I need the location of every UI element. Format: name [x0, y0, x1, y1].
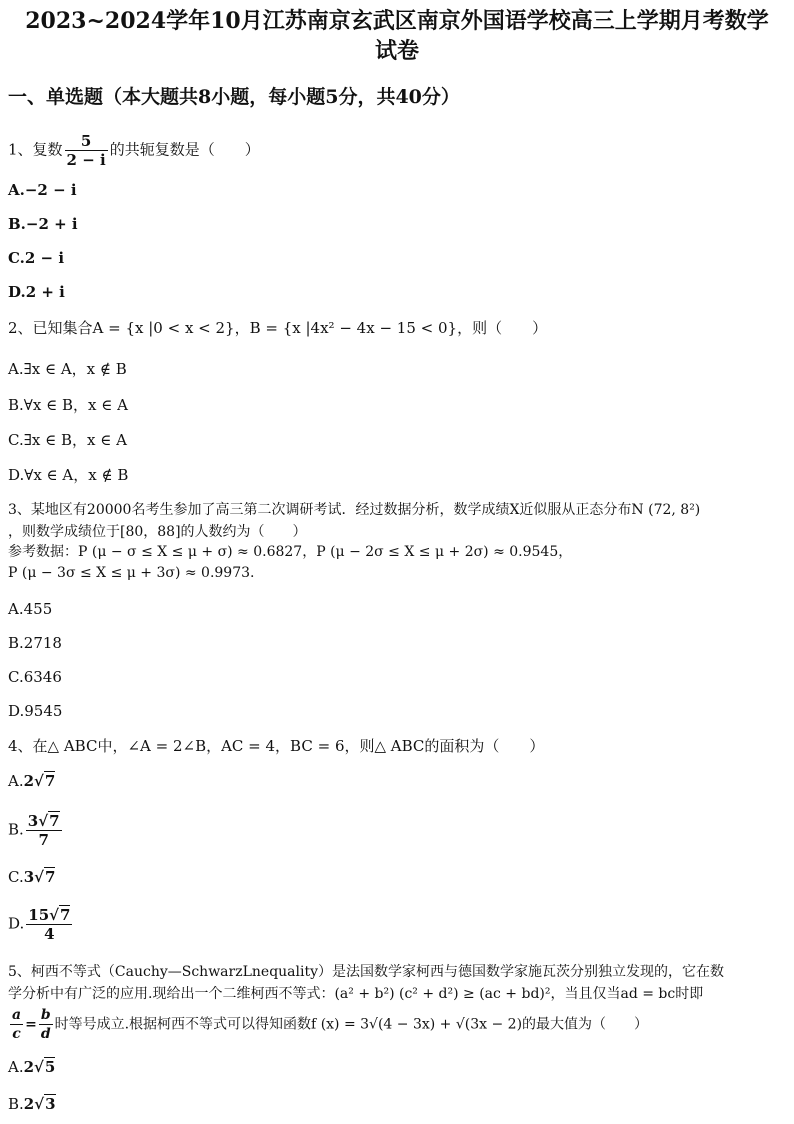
- question-1: [8, 132, 260, 169]
- q4-b-num-coef: 3: [27, 812, 39, 830]
- question-4: 4、在△ ABC中，∠A = 2∠B，AC = 4，BC = 6，则△ ABC的面积为（ ）: [8, 737, 545, 755]
- sqrt-icon: √: [38, 812, 49, 830]
- q1-option-a[interactable]: A.−2 − i: [8, 181, 77, 199]
- q1-prefix: 1、复数: [8, 140, 63, 159]
- q1-suffix: 的共轭复数是（ ）: [109, 140, 260, 159]
- q5-option-a[interactable]: [8, 1058, 55, 1076]
- q2-option-c[interactable]: C.∃x ∈ B，x ∈ A: [8, 431, 127, 449]
- sqrt-icon: √: [34, 1058, 44, 1076]
- sqrt-icon: √: [34, 772, 44, 790]
- q4-b-den: 7: [38, 831, 49, 849]
- question-3-line-3: 参考数据：P (μ − σ ≤ X ≤ μ + σ) ≈ 0.6827，P (μ − 2σ ≤ X ≤ μ + 2σ) ≈ 0.9545，: [8, 544, 573, 560]
- question-3-line-4: P (μ − 3σ ≤ X ≤ μ + 3σ) ≈ 0.9973.: [8, 565, 255, 581]
- q5-frac1-den: c: [12, 1026, 21, 1042]
- question-5-line-2: 学分析中有广泛的应用.现给出一个二维柯西不等式：(a² + b²) (c² + d²) ≥ (ac + bd)²，当且仅当ad = bc时即: [8, 986, 704, 1002]
- q1-frac-num: 5: [65, 132, 108, 151]
- q4-option-d[interactable]: [8, 906, 74, 943]
- title-line-1: 2023~2024学年10月江苏南京玄武区南京外国语学校高三上学期月考数学: [25, 8, 769, 34]
- q4-d-label: D.: [8, 914, 25, 933]
- q5-b-radicand: 3: [45, 1095, 56, 1113]
- q5-line-3-rest: 时等号成立.根据柯西不等式可以得知函数f (x) = 3√(4 − 3x) + √(3x − 2)的最大值为（ ）: [54, 1016, 649, 1033]
- q2-option-a[interactable]: A.∃x ∈ A，x ∉ B: [8, 360, 127, 378]
- q5-frac2-num: b: [40, 1007, 51, 1023]
- q1-option-c[interactable]: C.2 − i: [8, 249, 65, 267]
- q5-frac1-num: a: [12, 1007, 22, 1023]
- q3-option-d[interactable]: D.9545: [8, 702, 63, 720]
- q4-b-fraction: [26, 812, 62, 849]
- question-5-line-1: 5、柯西不等式（Cauchy—SchwarzLnequality）是法国数学家柯西与德国数学家施瓦茨分别独立发现的，它在数: [8, 964, 725, 980]
- sqrt-icon: √: [34, 1095, 45, 1113]
- q4-b-num-radicand: 7: [49, 812, 60, 830]
- q5-frac2-den: d: [40, 1026, 51, 1042]
- q4-a-radicand: 7: [44, 772, 56, 790]
- q5-a-radicand: 5: [44, 1058, 56, 1076]
- q1-option-b[interactable]: B.−2 + i: [8, 215, 78, 233]
- sqrt-icon: √: [34, 868, 45, 886]
- q4-b-label: B.: [8, 820, 24, 839]
- title-line-2: 试卷: [374, 38, 419, 64]
- q4-d-den: 4: [44, 925, 55, 943]
- q4-c-coef: 3: [23, 868, 35, 886]
- q5-a-label: A.: [8, 1058, 24, 1076]
- q4-c-label: C.: [8, 868, 24, 886]
- q5-fraction-b-d: [39, 1006, 53, 1043]
- exam-title: [0, 6, 794, 66]
- q4-option-b[interactable]: [8, 812, 64, 849]
- q4-d-num-coef: 15: [28, 906, 50, 924]
- q4-d-fraction: [26, 906, 72, 943]
- q3-option-a[interactable]: A.455: [8, 600, 53, 618]
- question-5-line-3: [8, 1006, 648, 1043]
- question-3-line-2: ，则数学成绩位于[80，88]的人数约为（ ）: [8, 524, 307, 540]
- question-3-line-1: 3、某地区有20000名考生参加了高三第二次调研考试．经过数据分析，数学成绩X近似服从正态分布N (72, 8²): [8, 502, 701, 518]
- q1-option-d[interactable]: D.2 + i: [8, 283, 65, 301]
- q3-option-c[interactable]: C.6346: [8, 668, 62, 686]
- q4-d-num-radicand: 7: [60, 906, 71, 924]
- q2-option-b[interactable]: B.∀x ∈ B，x ∈ A: [8, 396, 128, 414]
- sqrt-icon: √: [49, 906, 59, 924]
- q5-option-b[interactable]: [8, 1095, 56, 1113]
- q5-a-coef: 2: [23, 1058, 35, 1076]
- question-2: 2、已知集合A = {x |0 < x < 2}，B = {x |4x² − 4x − 15 < 0}，则（ ）: [8, 319, 548, 337]
- q4-a-coef: 2: [23, 772, 35, 790]
- q5-b-label: B.: [8, 1095, 24, 1113]
- q4-option-c[interactable]: [8, 868, 55, 886]
- q4-option-a[interactable]: [8, 772, 55, 790]
- section-heading: 一、单选题（本大题共8小题，每小题5分，共40分）: [8, 86, 460, 108]
- q1-frac-den: 2 − i: [66, 151, 106, 169]
- q4-c-radicand: 7: [45, 868, 56, 886]
- q5-equals: =: [25, 1016, 37, 1033]
- q5-b-coef: 2: [23, 1095, 35, 1113]
- q1-fraction: [65, 132, 108, 169]
- q4-a-label: A.: [8, 772, 24, 790]
- q3-option-b[interactable]: B.2718: [8, 634, 62, 652]
- q5-fraction-a-c: [10, 1006, 23, 1043]
- q2-option-d[interactable]: D.∀x ∈ A，x ∉ B: [8, 466, 129, 484]
